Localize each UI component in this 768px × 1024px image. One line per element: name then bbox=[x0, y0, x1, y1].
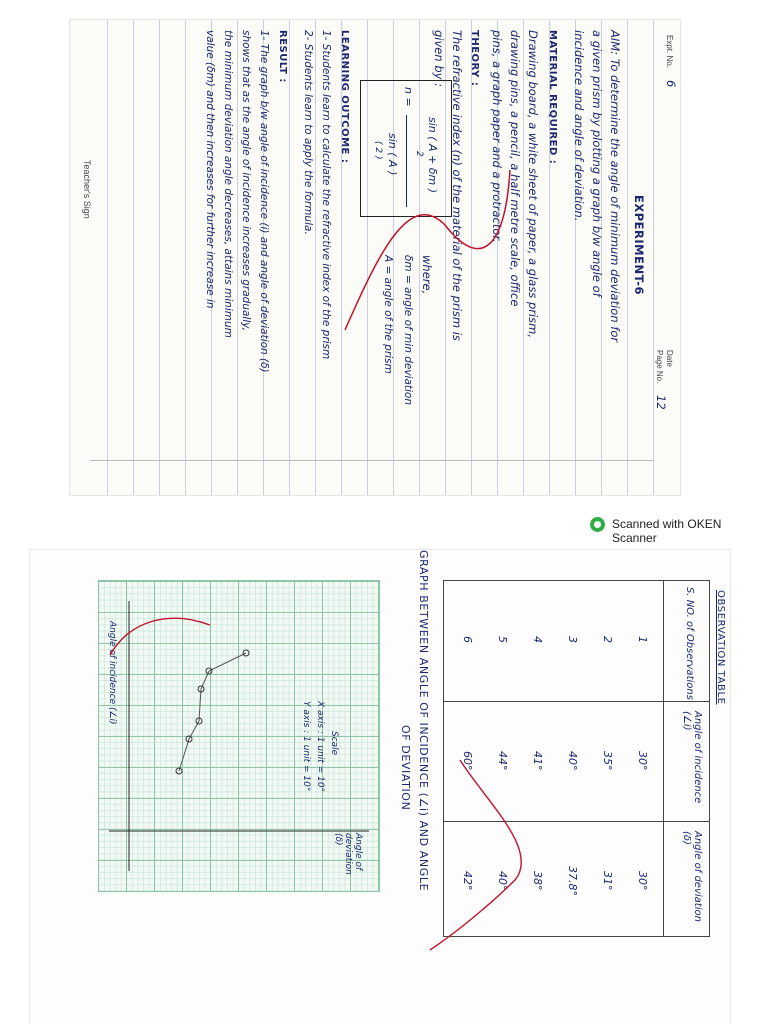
red-check-mark bbox=[70, 20, 680, 495]
table-cell: 3 bbox=[566, 636, 579, 643]
x-axis-label: Angle of incidence (∠i) bbox=[107, 621, 117, 725]
learning-line-2: 2- Students learn to apply the formula. bbox=[302, 30, 314, 235]
notebook-page-experiment bbox=[70, 20, 680, 495]
table-cell: 31° bbox=[601, 871, 614, 891]
expt-no-value: 6 bbox=[664, 80, 678, 88]
page-no-label: Page No. bbox=[655, 350, 664, 384]
material-line-3: pins, a graph paper and a protractor. bbox=[490, 30, 504, 243]
y-axis-label: Angle of deviation (δ) bbox=[333, 833, 363, 875]
table-cell: 30° bbox=[636, 871, 649, 891]
column-header: Angle of incidence (∠i) bbox=[681, 711, 703, 804]
learning-line-1: 1- Students learn to calculate the refractive index of the prism bbox=[320, 30, 332, 360]
formula-denominator: sin ( A ) bbox=[386, 133, 399, 176]
notebook-page-observations bbox=[30, 550, 730, 1024]
table-cell: 35° bbox=[601, 751, 614, 771]
table-cell: 38° bbox=[531, 871, 544, 891]
observations-page-content bbox=[30, 550, 730, 1024]
table-cell: 6 bbox=[461, 636, 474, 643]
learning-heading: LEARNING OUTCOME : bbox=[339, 30, 350, 164]
table-cell: 41° bbox=[531, 751, 544, 771]
oken-logo-icon bbox=[590, 517, 605, 532]
expt-no-label: Expt. No. bbox=[665, 35, 674, 68]
page-no-value: 12 bbox=[654, 395, 668, 410]
result-line-2: shows that as the angle of incidence increases gradually, bbox=[240, 30, 252, 331]
column-header: S. NO. of Observations bbox=[684, 587, 695, 700]
experiment-title: EXPERIMENT-6 bbox=[632, 195, 646, 295]
formula-denominator-sub: ( 2 ) bbox=[373, 141, 383, 160]
theory-line-1: The refractive index (n) of the material of the prism is bbox=[450, 30, 464, 341]
scanner-label: Scanned with OKEN Scanner bbox=[612, 517, 722, 545]
result-line-1: 1- The graph b/w angle of incidence (i) and angle of deviation (δ) bbox=[258, 30, 270, 373]
result-heading: RESULT : bbox=[277, 30, 288, 83]
graph-title-line-2: OF DEVIATION bbox=[399, 725, 412, 811]
table-cell: 5 bbox=[496, 636, 509, 643]
formula-numerator: sin ( A + δm ) bbox=[426, 117, 439, 194]
theory-line-2: given by : bbox=[432, 30, 446, 87]
table-cell: 4 bbox=[531, 636, 544, 643]
formula-n: n = bbox=[402, 87, 415, 107]
material-line-2: drawing pins, a pencil, a half metre scale, office bbox=[508, 30, 522, 307]
scale-y: Y axis : 1 unit = 10° bbox=[301, 701, 311, 792]
date-label: Date bbox=[665, 350, 674, 367]
aim-line-3: incidence and angle of deviation. bbox=[572, 30, 586, 222]
formula-numerator-sub: 2 bbox=[414, 151, 424, 157]
where-line-1: where, bbox=[420, 255, 434, 295]
table-cell: 42° bbox=[461, 871, 474, 891]
material-heading: MATERIAL REQUIRED : bbox=[547, 30, 558, 165]
observation-table-title: OBSERVATION TABLE bbox=[715, 590, 726, 705]
table-cell: 37.8° bbox=[566, 866, 579, 896]
scale-x: X axis : 1 unit = 10° bbox=[315, 701, 325, 793]
table-cell: 60° bbox=[461, 751, 474, 771]
table-cell: 30° bbox=[636, 751, 649, 771]
table-cell: 1 bbox=[636, 636, 649, 643]
table-cell: 40° bbox=[496, 871, 509, 891]
column-header: Angle of deviation (δ) bbox=[681, 831, 703, 922]
notebook-page-content bbox=[70, 20, 680, 495]
aim-line-2: a given prism by plotting a graph b/w angle of bbox=[590, 30, 604, 297]
scanner-watermark bbox=[590, 515, 765, 545]
material-line-1: Drawing board, a white sheet of paper, a glass prism, bbox=[526, 30, 540, 339]
red-check-mark bbox=[30, 550, 730, 1024]
result-line-4: value (δm) and then increases for further increase in bbox=[204, 30, 216, 309]
theory-heading: THEORY : bbox=[469, 30, 480, 87]
result-line-3: the minimum deviation angle decreases, attains minimum bbox=[222, 30, 234, 338]
graph-title: GRAPH BETWEEN ANGLE OF INCIDENCE (∠i) AND ANGLE bbox=[417, 550, 430, 892]
teacher-sign-label: Teacher's Sign bbox=[82, 160, 92, 219]
where-line-2: δm = angle of min deviation bbox=[402, 255, 414, 405]
table-cell: 2 bbox=[601, 636, 614, 643]
aim-line-1: AIM: To determine the angle of minimum deviation for bbox=[608, 30, 622, 343]
table-cell: 40° bbox=[566, 751, 579, 771]
table-cell: 44° bbox=[496, 751, 509, 771]
scale-label: Scale bbox=[329, 731, 339, 756]
where-line-3: A = angle of the prism bbox=[382, 255, 394, 374]
